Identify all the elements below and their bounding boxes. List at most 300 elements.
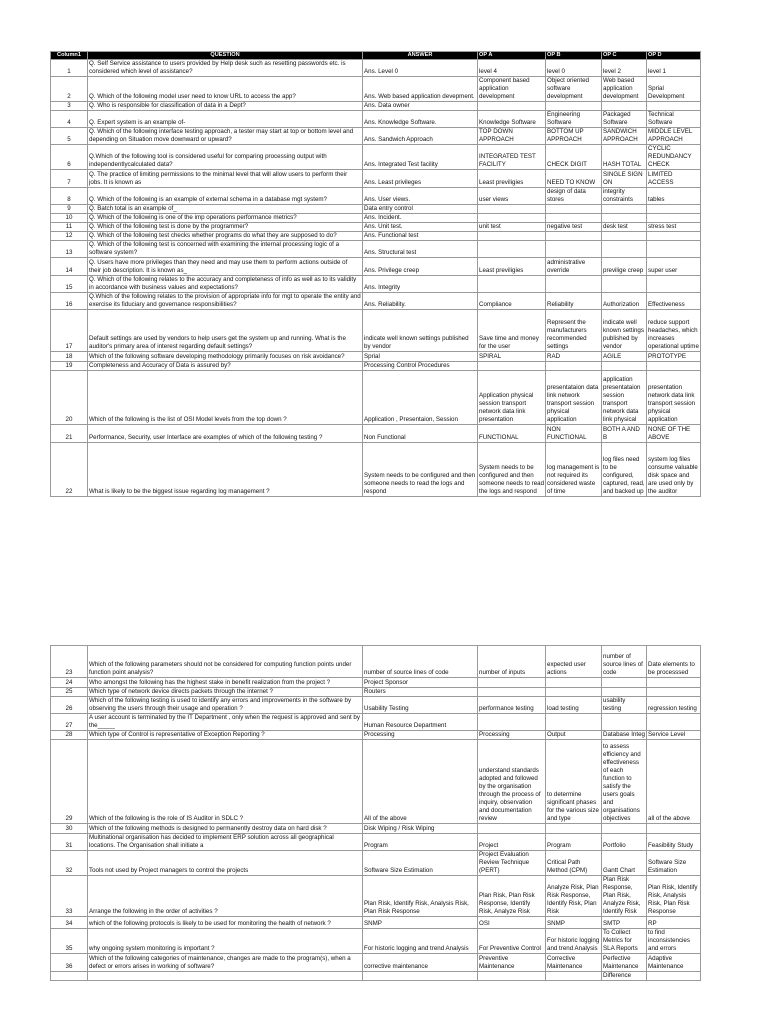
answer-cell[interactable]: indicate well known settings published by vendor xyxy=(363,310,478,352)
row-number-cell[interactable]: 2 xyxy=(51,77,88,102)
answer-cell[interactable]: Program xyxy=(363,834,478,851)
option-a-cell[interactable] xyxy=(478,362,546,371)
row-number-cell[interactable]: 9 xyxy=(51,205,88,214)
answer-cell[interactable]: Plan Risk, Identify Risk, Analysis Risk, Plan Risk Response xyxy=(363,876,478,917)
answer-cell[interactable]: Processing xyxy=(363,731,478,740)
table-row xyxy=(51,362,701,371)
option-b-cell[interactable]: Engineering Software xyxy=(546,111,602,128)
option-c-cell[interactable]: Gantt Chart xyxy=(602,851,647,876)
option-c-cell[interactable]: Portfolio xyxy=(602,834,647,851)
option-b-cell[interactable] xyxy=(546,972,602,981)
option-d-cell[interactable]: Software Size Estimation xyxy=(647,851,701,876)
option-a-cell[interactable]: TOP DOWN APPROACH xyxy=(478,128,546,145)
table-row xyxy=(51,425,701,443)
option-b-cell[interactable]: expected user actions xyxy=(546,646,602,678)
option-c-cell[interactable]: Authorization xyxy=(602,293,647,310)
answer-cell[interactable]: Ans. Web based application devepment. xyxy=(363,77,478,102)
table-row xyxy=(51,834,701,851)
option-a-cell[interactable]: Compliance xyxy=(478,293,546,310)
option-c-cell[interactable]: Database Integ xyxy=(603,731,645,738)
option-d-cell[interactable] xyxy=(647,241,701,258)
question-cell[interactable]: Which of the following methods is designed to permanently destroy data on hard disk ? xyxy=(88,824,363,834)
option-c-cell[interactable]: SINGLE SIGN ON xyxy=(602,170,647,188)
option-c-cell[interactable]: usability testing xyxy=(602,697,647,714)
row-number-cell[interactable]: 15 xyxy=(51,276,88,293)
option-b-cell[interactable]: BOTTOM UP APPROACH xyxy=(546,128,602,145)
table-row xyxy=(51,646,701,678)
option-a-cell[interactable] xyxy=(478,714,546,731)
answer-cell[interactable]: Routers xyxy=(363,688,478,697)
option-d-cell[interactable] xyxy=(647,276,701,293)
table-row xyxy=(51,731,701,740)
option-c-cell[interactable] xyxy=(602,102,647,111)
option-a-cell[interactable] xyxy=(478,276,546,293)
option-d-cell[interactable]: Adaptive Maintenance xyxy=(647,954,701,972)
option-b-cell[interactable] xyxy=(546,678,602,688)
option-b-cell[interactable] xyxy=(546,276,602,293)
option-b-cell[interactable] xyxy=(546,362,602,371)
question-cell[interactable]: Q. Who is responsible for classification of data in a Dept? xyxy=(88,102,363,111)
option-d-cell[interactable]: regression testing xyxy=(647,697,701,714)
option-b-cell[interactable]: Represent the manufacturers recommended settings xyxy=(546,310,602,352)
row-number-cell[interactable]: 28 xyxy=(51,731,88,740)
option-b-cell[interactable]: SNMP xyxy=(546,917,602,929)
table-row xyxy=(51,128,701,145)
answer-cell[interactable]: Sprial xyxy=(363,352,478,362)
option-a-cell[interactable]: SPIRAL xyxy=(478,352,546,362)
option-c-cell[interactable] xyxy=(602,688,647,697)
row-number-cell[interactable]: 14 xyxy=(51,258,88,276)
question-cell[interactable]: Q. Users have more privileges than they need and may use them to perform actions outside of their job description. It is known as_ xyxy=(88,258,363,276)
option-c-cell[interactable]: log files need to be configured, captured, read, and backed up xyxy=(602,443,647,497)
row-number-cell[interactable]: 24 xyxy=(51,678,88,688)
option-a-cell[interactable]: understand standards adopted and followed by the organisation through the process of inquiry, observation and documentation review xyxy=(478,740,546,824)
table-row xyxy=(51,688,701,697)
answer-cell[interactable]: Usability Testing xyxy=(363,697,478,714)
question-cell[interactable]: Tools not used by Project managers to control the projects xyxy=(88,851,363,876)
option-c-cell[interactable]: Web based application development xyxy=(602,77,647,102)
option-a-cell[interactable] xyxy=(478,214,546,223)
option-c-cell[interactable]: To Collect Metrics for SLA Reports xyxy=(602,929,647,954)
option-a-cell[interactable] xyxy=(478,972,546,981)
answer-cell[interactable]: For historic logging and trend Analysis xyxy=(363,929,478,954)
question-cell[interactable]: Which of the following software developing methodology primarily focuses on risk avoidance? xyxy=(88,352,363,362)
option-c-cell[interactable]: SMTP xyxy=(602,917,647,929)
row-number-cell[interactable]: 6 xyxy=(51,145,88,170)
header-op-a[interactable]: OP A xyxy=(478,52,546,60)
row-number-cell[interactable]: 16 xyxy=(51,293,88,310)
option-a-cell[interactable] xyxy=(478,678,546,688)
option-a-cell[interactable]: Application physical session transport network data link presentation xyxy=(478,371,546,425)
question-cell[interactable]: Q. Which of the following test is done by the programmer? xyxy=(88,223,363,232)
question-cell[interactable]: Which of the following testing is used to identify any errors and improvements in the software by observing the users through their usage and operation ? xyxy=(88,697,363,714)
question-cell[interactable]: Which type of Control is representative of Exception Reporting ? xyxy=(88,731,363,740)
option-d-cell[interactable]: Sprial Development xyxy=(647,77,701,102)
answer-cell[interactable]: Ans. Level 0 xyxy=(363,60,478,77)
answer-cell[interactable]: Ans. Data owner xyxy=(363,102,478,111)
row-number-cell[interactable]: 20 xyxy=(51,371,88,425)
row-number-cell[interactable]: 33 xyxy=(51,876,88,917)
answer-cell[interactable]: Ans. Functional test xyxy=(363,232,478,241)
option-d-cell[interactable]: MIDDLE LEVEL APPROACH xyxy=(647,128,701,145)
option-c-cell[interactable] xyxy=(602,205,647,214)
row-number-cell[interactable]: 19 xyxy=(51,362,88,371)
table-row xyxy=(51,102,701,111)
option-d-cell[interactable]: presentation network data link transport session physical application xyxy=(647,371,701,425)
option-b-cell[interactable]: CHECK DIGIT xyxy=(546,145,602,170)
header-op-d[interactable]: OP D xyxy=(647,52,701,60)
option-b-cell[interactable]: Output xyxy=(546,731,602,740)
table-row xyxy=(51,60,701,77)
row-number-cell[interactable]: 7 xyxy=(51,170,88,188)
option-d-cell[interactable]: system log files consume valuable disk space and are used only by the auditor xyxy=(647,443,701,497)
option-b-cell[interactable] xyxy=(546,714,602,731)
option-d-cell[interactable] xyxy=(647,972,701,981)
option-b-cell[interactable] xyxy=(546,205,602,214)
question-cell[interactable]: why ongoing system monitoring is important ? xyxy=(88,929,363,954)
row-number-cell[interactable]: 35 xyxy=(51,929,88,954)
question-cell[interactable]: Which type of network device directs packets through the internet ? xyxy=(88,688,363,697)
option-b-cell[interactable]: design of data stores xyxy=(546,188,602,205)
question-cell[interactable]: Q.Which of the following relates to the provision of appropriate info for mgt to operate the entity and exercise its fiduciary and governance responsibilities? xyxy=(89,293,361,308)
table-row xyxy=(51,972,701,981)
option-c-cell[interactable]: Packaged Software xyxy=(602,111,647,128)
table-row xyxy=(51,876,701,917)
table-row xyxy=(51,241,701,258)
option-c-cell[interactable]: application presentataion session transport network data link physical xyxy=(602,371,647,425)
question-cell[interactable]: A user account is terminated by the IT Department , only when the request is approved and sent by the_____ xyxy=(88,714,363,731)
row-number-cell[interactable]: 10 xyxy=(51,214,88,223)
question-cell[interactable]: Which of the following parameters should not be considered for computing function points under function point analysis? xyxy=(88,646,363,678)
option-b-cell[interactable]: Program xyxy=(546,834,602,851)
answer-cell[interactable]: System needs to be configured and then someone needs to read the logs and respond xyxy=(363,443,478,497)
option-b-cell[interactable]: Reliability xyxy=(546,293,602,310)
option-d-cell[interactable] xyxy=(647,232,701,241)
table-row xyxy=(51,145,701,170)
option-c-cell[interactable] xyxy=(602,241,647,258)
option-d-cell[interactable] xyxy=(647,214,701,223)
option-d-cell[interactable]: Feasibility Study xyxy=(647,834,701,851)
answer-cell[interactable]: Ans. Knowledge Software. xyxy=(363,111,478,128)
row-number-cell[interactable]: 36 xyxy=(51,954,88,972)
answer-cell[interactable]: Data entry control xyxy=(363,205,478,214)
option-d-cell[interactable]: all of the above xyxy=(647,740,701,824)
row-number-cell[interactable]: 3 xyxy=(51,102,88,111)
option-a-cell[interactable]: level 4 xyxy=(478,60,546,77)
option-d-cell[interactable]: NONE OF THE ABOVE xyxy=(647,425,701,443)
option-d-cell[interactable] xyxy=(647,688,701,697)
table-row xyxy=(51,929,701,954)
option-d-cell[interactable]: stress test xyxy=(647,223,701,232)
option-d-cell[interactable]: reduce support headaches, which increases operational uptime xyxy=(647,310,701,352)
option-b-cell[interactable]: to determine significant phases for the various size and type xyxy=(546,740,602,824)
option-c-cell[interactable]: indicate well known settings published by vendor xyxy=(602,310,647,352)
option-c-cell[interactable]: SANDWICH APPROACH xyxy=(602,128,647,145)
row-number-cell[interactable]: 21 xyxy=(51,425,88,443)
option-b-cell[interactable]: Object oriented software development xyxy=(546,77,602,102)
question-cell[interactable]: Q. Which of the following relates to the accuracy and completeness of info as well as to its validity in accordance with business values and expectations? xyxy=(88,276,363,293)
table-row xyxy=(51,443,701,497)
answer-cell[interactable]: Ans. Integrity xyxy=(363,276,478,293)
option-d-cell[interactable]: Service Level xyxy=(647,731,701,740)
answer-cell[interactable]: Ans. Privilege creep xyxy=(363,258,478,276)
row-number-cell[interactable]: 11 xyxy=(51,223,88,232)
question-cell[interactable]: Which of the following is the list of OSI Model levels from the top down ? xyxy=(88,371,363,425)
option-a-cell[interactable]: Component based application development xyxy=(478,77,546,102)
option-a-cell[interactable]: Project xyxy=(478,834,546,851)
row-number-cell[interactable]: 27 xyxy=(51,714,88,731)
table-row xyxy=(51,170,701,188)
answer-cell[interactable]: Disk Wiping / Risk Wiping xyxy=(363,824,478,834)
answer-cell[interactable]: Software Size Estimation xyxy=(363,851,478,876)
question-cell[interactable]: Q. The practice of limiting permissions to the minimal level that will allow users to perform their jobs. It is known as xyxy=(88,170,363,188)
option-c-cell[interactable]: desk test xyxy=(602,223,647,232)
option-b-cell[interactable] xyxy=(546,232,602,241)
option-b-cell[interactable]: NON FUNCTIONAL xyxy=(546,425,602,443)
table-row xyxy=(51,214,701,223)
option-d-cell[interactable]: RP xyxy=(647,917,701,929)
option-d-cell[interactable]: super user xyxy=(647,258,701,276)
option-d-cell[interactable]: Technical Software xyxy=(647,111,701,128)
option-c-cell[interactable] xyxy=(602,678,647,688)
question-cell[interactable]: Q. Which of the following interface testing approach, a tester may start at top or bottom level and depending on Situation move downward or upward? xyxy=(88,128,363,145)
option-d-cell[interactable]: Plan Risk, Identify Risk, Analysis Risk, Plan Risk Response xyxy=(647,876,701,917)
row-number-cell[interactable]: 25 xyxy=(51,688,88,697)
option-a-cell[interactable]: number of inputs xyxy=(478,646,546,678)
question-cell[interactable]: Q. Which of the following is an example of external schema in a database mgt system? xyxy=(88,188,363,205)
table-row xyxy=(51,188,701,205)
option-d-cell[interactable]: Effectiveness xyxy=(647,293,701,310)
row-number-cell[interactable]: 5 xyxy=(51,128,88,145)
option-c-cell[interactable]: integrity constraints xyxy=(602,188,647,205)
answer-cell[interactable]: Ans. User views. xyxy=(363,188,478,205)
option-d-cell[interactable]: to find inconsistencies and errors xyxy=(647,929,701,954)
option-c-cell[interactable]: Difference xyxy=(602,972,647,981)
header-column1[interactable]: Column1 xyxy=(51,52,88,60)
answer-cell[interactable] xyxy=(363,972,478,981)
table-body-top xyxy=(51,60,701,497)
option-a-cell[interactable] xyxy=(478,232,546,241)
option-c-cell[interactable]: level 2 xyxy=(602,60,647,77)
option-a-cell[interactable]: Least previligies xyxy=(478,170,546,188)
table-row xyxy=(51,352,701,362)
row-number-cell[interactable]: 8 xyxy=(51,188,88,205)
option-c-cell[interactable]: previlige creep xyxy=(602,258,647,276)
table-row xyxy=(51,205,701,214)
option-c-cell[interactable]: AGILE xyxy=(602,352,647,362)
option-a-cell[interactable]: user views xyxy=(478,188,546,205)
option-a-cell[interactable]: Knowledge Software xyxy=(478,111,546,128)
option-b-cell[interactable]: Corrective Maintenance xyxy=(546,954,602,972)
row-number-cell[interactable]: 31 xyxy=(51,834,88,851)
option-d-cell[interactable] xyxy=(647,678,701,688)
option-b-cell[interactable]: RAD xyxy=(546,352,602,362)
option-b-cell[interactable]: NEED TO KNOW xyxy=(546,170,602,188)
option-d-cell[interactable]: Date elements to be processsed xyxy=(647,646,701,678)
answer-cell[interactable]: Processing Control Procedures xyxy=(363,362,478,371)
option-a-cell[interactable]: performance testing xyxy=(478,697,546,714)
question-cell[interactable]: Q. Which of the following test is concerned with examining the internal processing logic of a software system? xyxy=(88,241,363,258)
row-number-cell[interactable]: 18 xyxy=(51,352,88,362)
question-cell[interactable]: Q. Expert system is an example of- xyxy=(88,111,363,128)
table-row xyxy=(51,697,701,714)
header-op-c[interactable]: OP C xyxy=(602,52,647,60)
question-cell[interactable]: Default settings are used by vendors to help users get the system up and running. What is the auditor's primary area of interest regarding default settings? xyxy=(88,310,363,352)
header-answer[interactable]: ANSWER xyxy=(363,52,478,60)
option-c-cell[interactable] xyxy=(602,362,647,371)
option-b-cell[interactable] xyxy=(546,688,602,697)
option-c-cell[interactable] xyxy=(602,714,647,731)
option-d-cell[interactable] xyxy=(647,824,701,834)
question-cell[interactable]: Arrange the following in the order of activities ? xyxy=(88,876,363,917)
question-cell[interactable]: Q. Which of the following model user need to know URL to access the app? xyxy=(88,77,363,102)
row-number-cell[interactable]: 17 xyxy=(51,310,88,352)
row-number-cell[interactable]: 12 xyxy=(51,232,88,241)
option-a-cell[interactable]: Plan Risk, Plan Risk Response, Identify Risk, Analyze Risk xyxy=(478,876,546,917)
question-cell[interactable]: Multinational organisation has decided to implement ERP solution across all geographical locations. The Organisation shall initiate a xyxy=(88,834,363,851)
option-d-cell[interactable]: tables xyxy=(647,188,701,205)
row-number-cell[interactable]: 26 xyxy=(51,697,88,714)
option-b-cell[interactable] xyxy=(546,214,602,223)
option-c-cell[interactable] xyxy=(602,276,647,293)
option-b-cell[interactable]: Critical Path Method (CPM) xyxy=(546,851,602,876)
option-a-cell[interactable] xyxy=(478,102,546,111)
option-c-cell[interactable]: Perfective Maintenance xyxy=(602,954,647,972)
option-b-cell[interactable]: log management is not required its considered waste of time xyxy=(546,443,602,497)
option-b-cell[interactable] xyxy=(546,824,602,834)
option-c-cell[interactable]: BOTH A AND B xyxy=(602,425,647,443)
option-b-cell[interactable]: Analyze Risk, Plan Risk Response, Identify Risk, Plan Risk xyxy=(546,876,602,917)
option-d-cell[interactable] xyxy=(647,362,701,371)
table-row xyxy=(51,111,701,128)
row-number-cell[interactable]: 30 xyxy=(51,824,88,834)
row-number-cell[interactable]: 32 xyxy=(51,851,88,876)
question-table-top xyxy=(50,51,701,497)
answer-cell[interactable]: Ans. Sandwich Approach xyxy=(363,128,478,145)
option-a-cell[interactable] xyxy=(478,824,546,834)
option-c-cell[interactable]: number of source lines of code xyxy=(602,646,647,678)
question-cell[interactable]: What is likely to be the biggest issue regarding log management ? xyxy=(88,443,363,497)
option-a-cell[interactable] xyxy=(478,205,546,214)
table-row xyxy=(51,740,701,824)
option-d-cell[interactable]: LIMITED ACCESS xyxy=(647,170,701,188)
option-d-cell[interactable]: PROTOTYPE xyxy=(647,352,701,362)
option-b-cell[interactable] xyxy=(546,241,602,258)
question-cell[interactable]: Performance, Security, user Interface are examples of which of the following testing ? xyxy=(88,425,363,443)
answer-cell[interactable]: Non Functional xyxy=(363,425,478,443)
question-cell[interactable]: Q. Which of the following test checks whether programs do what they are supposed to do? xyxy=(88,232,363,241)
option-a-cell[interactable]: Preventive Maintenance xyxy=(478,954,546,972)
option-d-cell[interactable] xyxy=(647,102,701,111)
answer-cell[interactable]: Ans. Structural test xyxy=(363,241,478,258)
option-b-cell[interactable]: negative test xyxy=(546,223,602,232)
question-cell[interactable]: Which of the following is the role of IS Auditor in SDLC ? xyxy=(88,740,363,824)
header-op-b[interactable]: OP B xyxy=(546,52,602,60)
question-cell[interactable]: Completeness and Accuracy of Data is assured by? xyxy=(88,362,363,371)
option-b-cell[interactable]: presentataion data link network transport session physical application xyxy=(546,371,602,425)
option-b-cell[interactable]: load testing xyxy=(546,697,602,714)
option-a-cell[interactable]: FUNCTIONAL xyxy=(478,425,546,443)
answer-cell[interactable]: Ans. Least privileges xyxy=(363,170,478,188)
option-c-cell[interactable] xyxy=(602,214,647,223)
table-row xyxy=(51,293,701,310)
answer-cell[interactable]: Ans. Incident. xyxy=(363,214,478,223)
option-a-cell[interactable]: For Preventive Control xyxy=(478,929,546,954)
option-d-cell[interactable]: level 1 xyxy=(647,60,701,77)
option-b-cell[interactable]: For historic logging and trend Analysis xyxy=(546,929,602,954)
table-row xyxy=(51,310,701,352)
row-number-cell[interactable]: 29 xyxy=(51,740,88,824)
answer-cell[interactable]: Ans. Integrated Test facility xyxy=(363,145,478,170)
question-cell[interactable] xyxy=(88,972,363,981)
row-number-cell[interactable]: 23 xyxy=(51,646,88,678)
question-cell[interactable]: Who amongst the following has the highest stake in benefit realization from the project ? xyxy=(88,678,363,688)
question-cell[interactable]: Q.Which of the following tool is considered useful for comparing processing output with independentlycalculated data? xyxy=(88,145,363,170)
option-d-cell[interactable] xyxy=(647,205,701,214)
option-c-cell[interactable]: to assess efficiency and effectiveness of each function to satisfy the users goals and organisations objectives xyxy=(602,740,647,824)
option-c-cell[interactable] xyxy=(602,824,647,834)
answer-cell[interactable]: SNMP xyxy=(363,917,478,929)
table-body-bottom xyxy=(51,646,701,981)
option-d-cell[interactable] xyxy=(647,714,701,731)
option-b-cell[interactable] xyxy=(546,102,602,111)
option-a-cell[interactable]: Processing xyxy=(478,731,546,740)
answer-cell[interactable]: Project Sponsor xyxy=(363,678,478,688)
row-number-cell[interactable]: 34 xyxy=(51,917,88,929)
option-c-cell[interactable] xyxy=(602,232,647,241)
answer-cell[interactable]: Application , Presentaion, Session xyxy=(363,371,478,425)
option-a-cell[interactable]: unit test xyxy=(478,223,546,232)
option-d-cell[interactable]: CYCLIC REDUNDANCY CHECK xyxy=(647,145,701,170)
answer-cell[interactable]: number of source lines of code xyxy=(363,646,478,678)
answer-cell[interactable]: Ans. Unit test. xyxy=(363,223,478,232)
option-a-cell[interactable] xyxy=(478,688,546,697)
question-cell[interactable]: Q. Batch total is an example of_ xyxy=(88,205,363,214)
table-header-row xyxy=(51,52,701,60)
answer-cell[interactable]: Ans. Reliability. xyxy=(363,293,478,310)
option-b-cell[interactable]: level 0 xyxy=(546,60,602,77)
header-question[interactable]: QUESTION xyxy=(88,52,363,60)
option-a-cell[interactable]: INTEGRATED TEST FACILITY xyxy=(478,145,546,170)
option-c-cell[interactable]: HASH TOTAL xyxy=(602,145,647,170)
option-a-cell[interactable]: Project Evaluation Review Technique (PERT) xyxy=(478,851,546,876)
option-a-cell[interactable]: Save time and money for the user xyxy=(478,310,546,352)
table-row xyxy=(51,77,701,102)
answer-cell[interactable]: Human Resource Department xyxy=(363,714,478,731)
row-number-cell[interactable]: 1 xyxy=(51,60,88,77)
row-number-cell[interactable]: 4 xyxy=(51,111,88,128)
table-row xyxy=(51,851,701,876)
row-number-cell[interactable]: 22 xyxy=(51,443,88,497)
question-cell[interactable]: Q. Self Service assistance to users provided by Help desk such as resetting passwords etc. is considered which level of assistance? xyxy=(88,60,363,77)
option-b-cell[interactable]: administrative override xyxy=(546,258,602,276)
row-number-cell[interactable]: 13 xyxy=(51,241,88,258)
option-a-cell[interactable]: System needs to be configured and then someone needs to read the logs and respond xyxy=(478,443,546,497)
option-c-cell[interactable]: Plan Risk Response, Plan Risk, Analyze Risk, Identify Risk xyxy=(602,876,647,917)
question-cell[interactable]: Which of the following categories of maintenance, changes are made to the program(s), when a defect or errors arises in working of software? xyxy=(88,954,363,972)
table-row xyxy=(51,232,701,241)
table-row xyxy=(51,824,701,834)
table-row xyxy=(51,276,701,293)
answer-cell[interactable]: corrective maintenance xyxy=(363,954,478,972)
question-cell[interactable]: which of the following protocols is likely to be used for monitoring the health of network ? xyxy=(88,917,363,929)
option-a-cell[interactable] xyxy=(478,241,546,258)
answer-cell[interactable]: All of the above xyxy=(363,740,478,824)
option-a-cell[interactable]: Least previligies xyxy=(478,258,546,276)
question-cell[interactable]: Q. Which of the following is one of the imp operations performance metrics? xyxy=(88,214,363,223)
option-a-cell[interactable]: OSI xyxy=(478,917,546,929)
row-number-cell[interactable] xyxy=(51,972,88,981)
